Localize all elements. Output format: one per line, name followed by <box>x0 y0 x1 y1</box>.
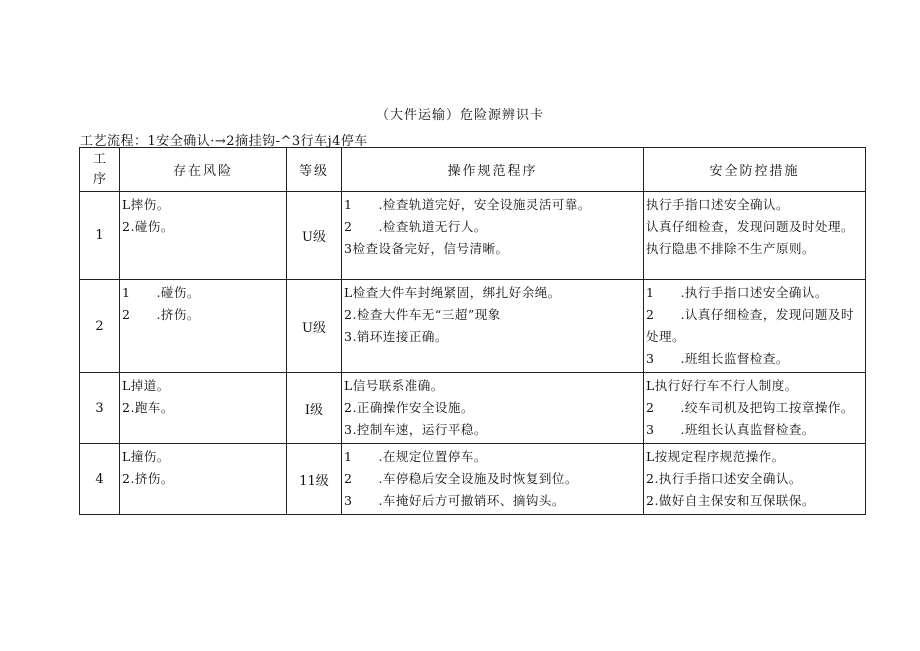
procedure-item: 3检查设备完好，信号清晰。 <box>344 241 509 256</box>
header-risk: 存在风险 <box>120 148 287 192</box>
procedure-item: 3 .车掩好后方可撤销环、摘钩头。 <box>344 493 565 508</box>
risk-item: 1 .碰伤。 <box>122 285 200 300</box>
table-row <box>80 192 866 280</box>
table-body <box>80 192 866 515</box>
procedure-item: L信号联系准确。 <box>344 378 444 393</box>
row-number: 1 <box>80 192 120 280</box>
procedure-item: 1 .在规定位置停车。 <box>344 449 487 464</box>
measure-cell <box>644 192 866 280</box>
process-flow: 工艺流程：1安全确认·→2摘挂钩-^3行车j4停车 <box>80 134 368 149</box>
risk-level: 11级 <box>287 444 342 515</box>
measure-item: L执行好行车不行人制度。 <box>646 378 798 393</box>
header-no-top: 工 <box>92 151 106 167</box>
header-measures: 安全防控措施 <box>644 148 866 192</box>
measure-item: 2 .绞车司机及把钩工按章操作。 <box>646 400 854 415</box>
row-number: 3 <box>80 373 120 444</box>
risk-item: L撞伤。 <box>122 449 170 464</box>
measure-item: 2 .认真仔细检查，发现问题及时处理。 <box>646 307 854 344</box>
risk-level: U级 <box>287 192 342 280</box>
measure-item: 3 .班组长认真监督检查。 <box>646 422 815 437</box>
procedure-cell <box>342 373 644 444</box>
procedure-item: 2.正确操作安全设施。 <box>344 400 474 415</box>
risk-item: 2.跑车。 <box>122 400 174 415</box>
procedure-item: 2 .检查轨道无行人。 <box>344 219 487 234</box>
risk-level: U级 <box>287 280 342 373</box>
procedure-cell <box>342 444 644 515</box>
measure-item: 2.执行手指口述安全确认。 <box>646 471 802 486</box>
risk-cell <box>120 192 287 280</box>
risk-level: I级 <box>287 373 342 444</box>
measure-item: 3 .班组长监督检查。 <box>646 351 789 366</box>
risk-cell <box>120 444 287 515</box>
procedure-cell <box>342 192 644 280</box>
risk-item: L摔伤。 <box>122 197 170 212</box>
row-number: 2 <box>80 280 120 373</box>
procedure-item: 3.控制车速，运行平稳。 <box>344 422 487 437</box>
measure-item: L按规定程序规范操作。 <box>646 449 785 464</box>
procedure-item: 1 .检查轨道完好，安全设施灵活可靠。 <box>344 197 591 212</box>
table-header-row <box>80 148 866 192</box>
procedure-cell <box>342 280 644 373</box>
measure-item: 2.做好自主保安和互保联保。 <box>646 493 815 508</box>
risk-item: L掉道。 <box>122 378 170 393</box>
measure-item: 执行手指口述安全确认。 <box>646 197 790 212</box>
header-no-bottom: 序 <box>92 171 106 187</box>
risk-cell <box>120 373 287 444</box>
measure-cell <box>644 280 866 373</box>
risk-item: 2 .挤伤。 <box>122 307 200 322</box>
risk-item: 2.碰伤。 <box>122 219 174 234</box>
card-title: （大件运输）危险源辨识卡 <box>375 108 544 123</box>
measure-cell <box>644 444 866 515</box>
measure-cell <box>644 373 866 444</box>
measure-item: 1 .执行手指口述安全确认。 <box>646 285 828 300</box>
procedure-item: 2.检查大件车无“三超”现象 <box>344 307 501 322</box>
procedure-item: L检查大件车封绳紧固，绑扎好余绳。 <box>344 285 561 300</box>
header-procedure: 操作规范程序 <box>342 148 644 192</box>
hazard-table <box>79 147 866 515</box>
risk-item: 2.挤伤。 <box>122 471 174 486</box>
procedure-item: 3.销环连接正确。 <box>344 329 448 344</box>
header-no <box>80 148 120 192</box>
risk-cell <box>120 280 287 373</box>
header-level: 等级 <box>287 148 342 192</box>
table-row <box>80 280 866 373</box>
table-row <box>80 373 866 444</box>
row-number: 4 <box>80 444 120 515</box>
measure-item: 认真仔细检查，发现问题及时处理。执行隐患不排除不生产原则。 <box>646 219 855 256</box>
procedure-item: 2 .车停稳后安全设施及时恢复到位。 <box>344 471 578 486</box>
table-row <box>80 444 866 515</box>
